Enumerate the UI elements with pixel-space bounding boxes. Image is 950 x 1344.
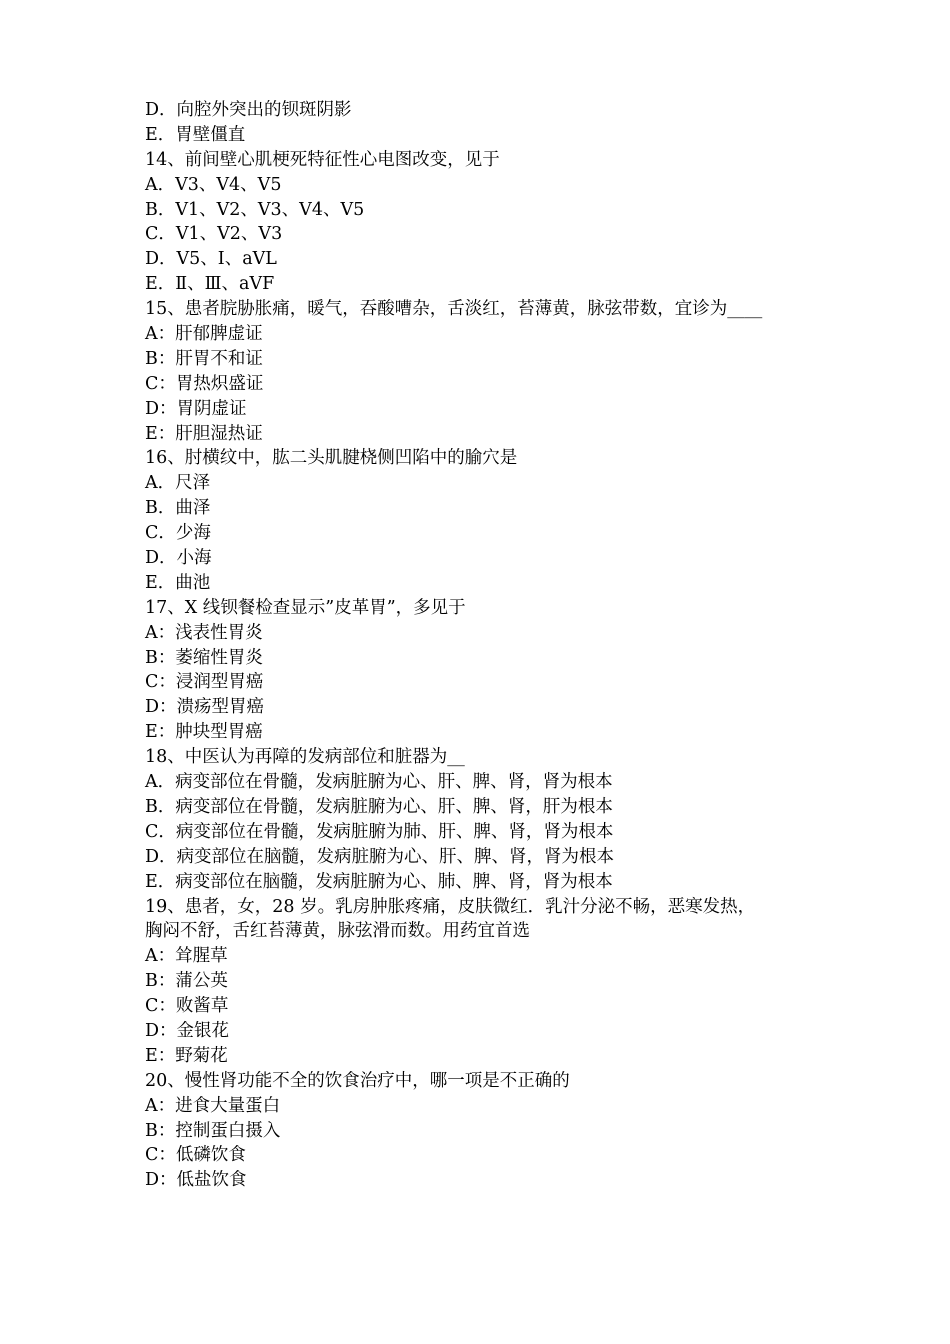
option-line: C：败酱草 xyxy=(145,996,229,1017)
question-20: 20、慢性肾功能不全的饮食治疗中，哪一项是不正确的 xyxy=(145,1070,570,1091)
option-line: D．小海 xyxy=(145,548,212,569)
text-line: D．向腔外突出的钡斑阴影 xyxy=(145,100,352,120)
option-line: D．病变部位在脑髓，发病脏腑为心、肝、脾、肾，肾为根本 xyxy=(145,846,615,867)
option-line: A：肝郁脾虚证 xyxy=(145,324,263,345)
option-line: E：野菊花 xyxy=(145,1045,228,1066)
option-line: C．病变部位在骨髓，发病脏腑为肺、肝、脾、肾，肾为根本 xyxy=(145,821,614,842)
option-line: C．少海 xyxy=(145,523,211,544)
option-line: D：胃阴虚证 xyxy=(145,398,247,419)
option-line: B：蒲公英 xyxy=(145,971,228,992)
question-19-continued: 胸闷不舒，舌红苔薄黄，脉弦滑而数。用药宜首选 xyxy=(145,921,530,942)
option-line: E．Ⅱ、Ⅲ、aⅤF xyxy=(145,274,275,295)
question-14: 14、前间壁心肌梗死特征性心电图改变，见于 xyxy=(145,149,500,170)
option-line: A：浅表性胃炎 xyxy=(145,622,263,643)
option-line: B：控制蛋白摄入 xyxy=(145,1120,281,1141)
option-line: B．病变部位在骨髓，发病脏腑为心、肝、脾、肾，肝为根本 xyxy=(145,796,613,817)
text-line: E．胃壁僵直 xyxy=(145,124,246,145)
option-line: A．Ⅴ3、Ⅴ4、Ⅴ5 xyxy=(145,174,282,195)
option-line: A：进食大量蛋白 xyxy=(145,1095,281,1116)
option-line: B：萎缩性胃炎 xyxy=(145,647,263,668)
option-line: A．尺泽 xyxy=(145,473,211,494)
option-line: B．曲泽 xyxy=(145,498,211,519)
option-line: C：浸润型胃癌 xyxy=(145,672,264,693)
option-line: A：耸腥草 xyxy=(145,946,228,967)
question-16: 16、肘横纹中，肱二头肌腱桡侧凹陷中的腧穴是 xyxy=(145,448,518,469)
option-line: B：肝胃不和证 xyxy=(145,348,263,369)
option-line: A．病变部位在骨髓，发病脏腑为心、肝、脾、肾，肾为根本 xyxy=(145,772,613,793)
option-line: E：肿块型胃癌 xyxy=(145,722,263,743)
option-line: D：溃疡型胃癌 xyxy=(145,697,265,718)
option-line: C．Ⅴ1、Ⅴ2、Ⅴ3 xyxy=(145,224,283,245)
option-line: C：胃热炽盛证 xyxy=(145,373,264,394)
option-line: C：低磷饮食 xyxy=(145,1145,246,1166)
option-line: E．病变部位在脑髓，发病脏腑为心、肺、脾、肾，肾为根本 xyxy=(145,871,613,892)
question-15: 15、患者脘胁胀痛，暖气，吞酸嘈杂，舌淡红，苔薄黄，脉弦带数，宜诊为____ xyxy=(145,299,763,320)
question-17: 17、X 线钡餐检查显示”皮革胃”，多见于 xyxy=(145,597,466,618)
option-line: B．Ⅴ1、Ⅴ2、Ⅴ3、Ⅴ4、Ⅴ5 xyxy=(145,199,365,220)
option-line: E．曲池 xyxy=(145,572,211,593)
option-line: D：低盐饮食 xyxy=(145,1170,247,1191)
question-18: 18、中医认为再障的发病部位和脏器为__ xyxy=(145,747,465,768)
option-line: D．Ⅴ5、Ⅰ、aⅤL xyxy=(145,249,277,270)
option-line: E：肝胆湿热证 xyxy=(145,423,263,444)
question-text-block xyxy=(145,98,845,1193)
question-19: 19、患者，女，28 岁。乳房肿胀疼痛，皮肤微红．乳汁分泌不畅，恶寒发热， xyxy=(145,896,756,917)
option-line: D：金银花 xyxy=(145,1020,230,1041)
